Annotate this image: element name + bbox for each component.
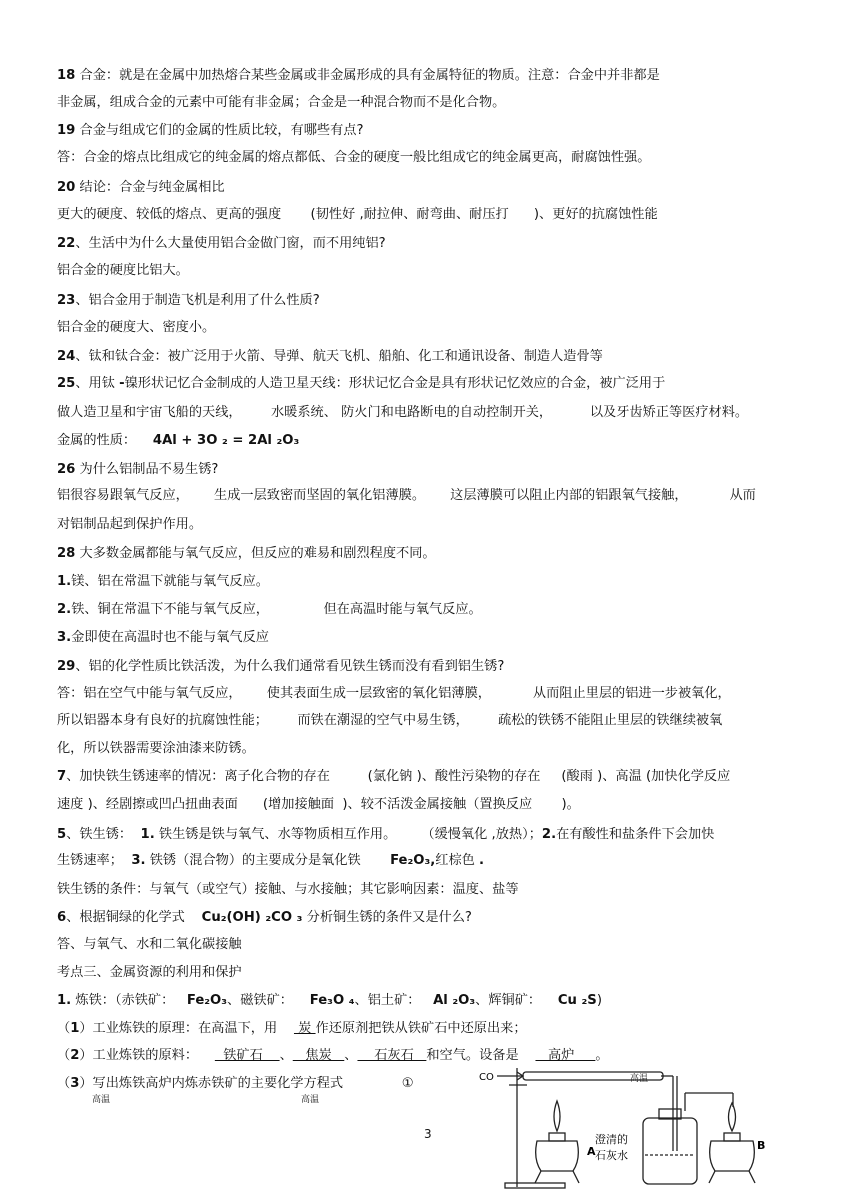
text-span: 2 (70, 1048, 80, 1063)
text-span: 和空气。设备是 (426, 1048, 536, 1063)
text-span: 铝合金的硬度大、密度小。 (57, 320, 216, 335)
text-line (57, 685, 731, 703)
text-line (57, 545, 436, 563)
text-span: 更大的硬度、较低的熔点、更高的强度 ( (57, 207, 316, 222)
text-line (57, 235, 386, 253)
text-span: 、铝土矿： (354, 993, 434, 1008)
text-span: 合金与组成它们的金属的性质比较，有哪些有点? (75, 123, 364, 138)
text-span: 考点三、金属资源的利用和保护 (57, 965, 242, 980)
text-line (57, 881, 519, 899)
text-span: 金属的性质： (57, 433, 153, 448)
text-span: 、辉铜矿： (475, 993, 558, 1008)
label-b: B (757, 1139, 766, 1152)
text-span: 做人造卫星和宇宙飞船的天线， 水暖系统、 防火门和电路断电的自动控制开关， 以及牙齿矫正等医疗材料。 (57, 405, 749, 420)
text-span: 铁、铜在常温下不能与氧气反应， 但在高温时能与氧气反应。 (71, 602, 482, 617)
iron-smelting-apparatus-figure (465, 1063, 795, 1189)
text-span: 3 (70, 1076, 80, 1091)
condition-label-high-temp: 高温 (92, 1095, 111, 1105)
text-span: 28 (57, 546, 76, 561)
text-span: ）写出炼铁高炉内炼赤铁矿的主要化学方程式 ① (79, 1076, 414, 1091)
text-span: ) (596, 993, 602, 1008)
text-span: 铁生锈是铁与氧气、水等物质相互作用。 （缓慢氧化 ,放热）； (154, 827, 542, 842)
text-line (57, 179, 225, 197)
text-span: Cu₂(OH) ₂CO ₃ (201, 910, 303, 925)
bottle-label-line1: 澄清的 (595, 1133, 628, 1146)
text-span: （ (57, 1076, 71, 1091)
text-span: 化，所以铁器需要涂油漆来防锈。 (57, 741, 255, 756)
text-span: 速度 )、经剧擦或凹凸扭曲表面 ( (57, 797, 269, 812)
text-span: 非金属，组成合金的元素中可能有非金属；合金是一种混合物而不是化合物。 (57, 95, 506, 110)
answer-blank: 焦炭 (292, 1048, 345, 1063)
text-span: 26 (57, 462, 76, 477)
text-line (57, 262, 189, 280)
text-line (57, 404, 748, 422)
text-line (57, 658, 504, 676)
text-line (57, 94, 505, 112)
text-span: （ (57, 1048, 71, 1063)
text-line (57, 122, 364, 140)
page-number: 3 (424, 1127, 432, 1141)
text-span: 炼铁：（赤铁矿： (71, 993, 187, 1008)
text-span: 19 (57, 123, 76, 138)
text-span: 、加快铁生锈速率的情况：离子化合物的存在 ( (66, 769, 373, 784)
text-span: 20 (57, 180, 76, 195)
text-line (57, 1075, 414, 1093)
text-line (57, 319, 215, 337)
text-span: 酸雨 )、高温 ( (566, 769, 652, 784)
text-line (57, 629, 269, 647)
answer-blank: 石灰石 (357, 1048, 427, 1063)
text-span: 。 (595, 1048, 609, 1063)
text-span: 18 (57, 68, 76, 83)
text-span: 、生活中为什么大量使用铝合金做门窗，而不用纯铝? (75, 236, 386, 251)
text-span: Cu ₂S (557, 993, 597, 1008)
text-span: 5 (57, 827, 67, 842)
text-span: 铝合金的硬度比铝大。 (57, 263, 189, 278)
text-span: Al ₂O₃ (433, 993, 476, 1008)
text-span: 答：合金的熔点比组成它的纯金属的熔点都低、合金的硬度一般比组成它的纯金属更高，耐腐蚀性强。 (57, 150, 651, 165)
text-line (57, 826, 714, 844)
text-span: 3. (57, 630, 72, 645)
text-span: 所以铝器本身有良好的抗腐蚀性能； 而铁在潮湿的空气中易生锈， 疏松的铁锈不能阻止里层的铁继续被氧 (57, 713, 723, 728)
text-span: （ (57, 1021, 71, 1036)
text-span: 答、与氧气、水和二氧化碳接触 (57, 937, 242, 952)
text-span: 23 (57, 293, 76, 308)
text-span: 金即使在高温时也不能与氧气反应 (71, 630, 269, 645)
text-span: 红棕色 (435, 853, 480, 868)
text-span: Fe₃O ₄ (309, 993, 355, 1008)
text-span: 2. (541, 827, 557, 842)
text-span: 、用钛 (75, 376, 120, 391)
text-span: Fe₂O₃, (390, 853, 436, 868)
text-line (57, 796, 580, 814)
text-span: 生锈速率； (57, 853, 132, 868)
text-span: 对铝制品起到保护作用。 (57, 517, 203, 532)
text-span: 为什么铝制品不易生锈? (75, 462, 219, 477)
text-span: ）工业炼铁的原料： (79, 1048, 215, 1063)
text-line (57, 1020, 527, 1038)
text-span: 铁锈（混合物）的主要成分是氧化铁 (145, 853, 391, 868)
text-span: ）工业炼铁的原理：在高温下，用 (79, 1021, 294, 1036)
text-span: 、 (344, 1048, 358, 1063)
text-span: 1. (57, 574, 72, 589)
co-label: CO (479, 1072, 494, 1083)
text-line (57, 964, 242, 982)
text-span: 、 (279, 1048, 293, 1063)
text-line (57, 432, 299, 450)
text-span: 7 (57, 769, 67, 784)
text-line (57, 852, 484, 870)
text-line (57, 573, 269, 591)
text-span: 25 (57, 376, 76, 391)
text-line (57, 516, 202, 534)
text-span: 增加接触面 )、较不活泼金属接触（置换反应 )。 (268, 797, 580, 812)
text-line (57, 992, 602, 1010)
text-span: 4Al + 3O ₂ = 2Al ₂O₃ (152, 433, 300, 448)
text-span: 氯化钠 )、酸性污染物的存在 ( (372, 769, 567, 784)
text-span: - (119, 376, 125, 391)
text-span: . (479, 853, 485, 868)
text-span: 3. (131, 853, 146, 868)
text-span: 加快化学反应 (651, 769, 731, 784)
text-span: 大多数金属都能与氧气反应，但反应的难易和剧烈程度不同。 (75, 546, 436, 561)
text-span: 、磁铁矿： (227, 993, 310, 1008)
text-span: 、铝的化学性质比铁活泼，为什么我们通常看见铁生锈而没有看到铝生锈? (75, 659, 505, 674)
text-span: 作还原剂把铁从铁矿石中还原出来； (315, 1021, 527, 1036)
text-line (57, 936, 242, 954)
text-span: 、根据铜绿的化学式 (66, 910, 202, 925)
bottle-label-line2: 石灰水 (595, 1149, 628, 1162)
text-line (57, 206, 658, 224)
text-span: 铁生锈的条件：与氧气（或空气）接触、与水接触；其它影响因素：温度、盐等 (57, 882, 519, 897)
text-span: 1. (140, 827, 155, 842)
text-line (57, 909, 472, 927)
text-line (57, 461, 218, 479)
text-line (57, 348, 603, 366)
text-span: 、铁生锈： (66, 827, 141, 842)
text-line (57, 487, 756, 505)
answer-blank: 铁矿石 (214, 1048, 280, 1063)
text-span: 29 (57, 659, 76, 674)
answer-blank: 高炉 (535, 1048, 596, 1063)
text-span: 、铝合金用于制造飞机是利用了什么性质? (75, 293, 320, 308)
text-span: 24 (57, 349, 76, 364)
text-span: 合金：就是在金属中加热熔合某些金属或非金属形成的具有金属特征的物质。注意：合金中并非都是 (75, 68, 660, 83)
condition-label-high-temp: 高温 (630, 1074, 649, 1084)
label-a: A (587, 1145, 596, 1158)
text-span: 分析铜生锈的条件又是什么? (302, 910, 472, 925)
text-span: 答：铝在空气中能与氧气反应， 使其表面生成一层致密的氧化铝薄膜， 从而阻止里层的铝进一步被氧化， (57, 686, 731, 701)
text-span: 1. (57, 993, 72, 1008)
text-span: 在有酸性和盐条件下会加快 (556, 827, 715, 842)
text-span: 镁、铝在常温下就能与氧气反应。 (71, 574, 269, 589)
text-line (57, 601, 482, 619)
text-span: 1 (70, 1021, 80, 1036)
answer-blank: 炭 (293, 1021, 316, 1036)
text-line (57, 375, 665, 393)
text-span: 2. (57, 602, 72, 617)
text-line (57, 149, 650, 167)
text-span: 镍形状记忆合金制成的人造卫星天线：形状记忆合金是具有形状记忆效应的合金，被广泛用于 (124, 376, 666, 391)
text-line (57, 740, 255, 758)
condition-label-high-temp: 高温 (301, 1095, 320, 1105)
text-span: 结论：合金与纯金属相比 (75, 180, 225, 195)
text-span: 22 (57, 236, 76, 251)
text-line (57, 768, 730, 786)
text-line (57, 292, 320, 310)
text-span: 铝很容易跟氧气反应， 生成一层致密而坚固的氧化铝薄膜。 这层薄膜可以阻止内部的铝跟氧气接触， 从而 (57, 488, 756, 503)
text-span: 6 (57, 910, 67, 925)
text-span: 韧性好 ,耐拉伸、耐弯曲、耐压打 )、更好的抗腐蚀性能 (315, 207, 658, 222)
text-line (57, 712, 722, 730)
text-span: Fe₂O₃ (186, 993, 228, 1008)
text-line (57, 67, 660, 85)
text-span: 、钛和钛合金：被广泛用于火箭、导弹、航天飞机、船舶、化工和通讯设备、制造人造骨等 (75, 349, 603, 364)
